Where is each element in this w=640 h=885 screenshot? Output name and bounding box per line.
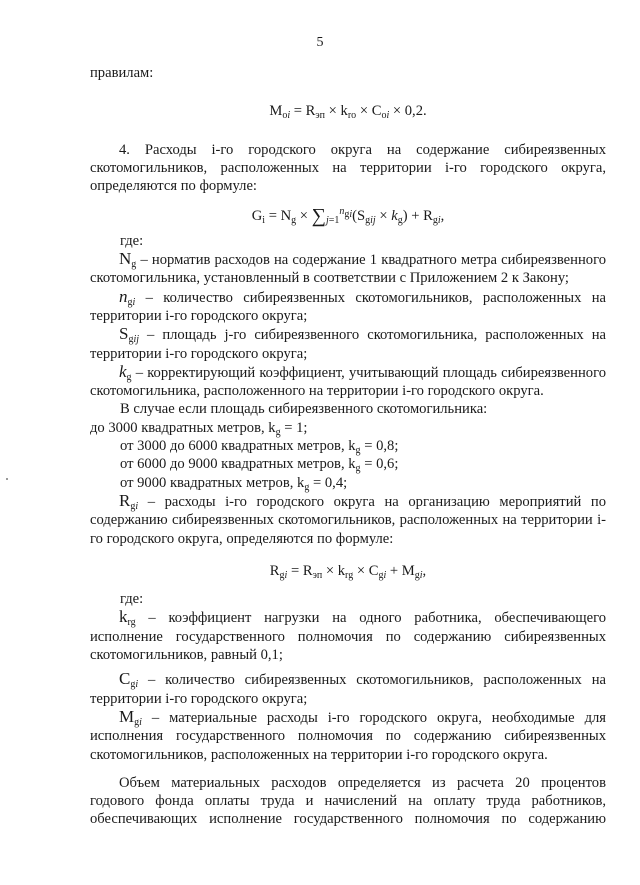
where-label-2: где: [120, 591, 144, 608]
ng-definition: $N_g$ – норматив расходов на содержание 1 квадратного метра сибиреязвенного скотомогильника, установленный в соответствии с Приложением 2 к Закону; [90, 249, 606, 287]
area-case-1-text: до 3000 квадратных метров, k [90, 419, 276, 436]
area-case-3: от 6000 до 9000 квадратных метров, $k_g = 0,6$; [120, 456, 399, 475]
page-number: 5 [316, 35, 324, 50]
paragraph-last: Объем материальных расходов определяется из расчета 20 процентов годового фонда оплаты труда и начислений на оплату труда работников, обеспечивающих исполнение государственного полномочия по содержанию [90, 774, 606, 828]
ngi-definition-text: – количество сибиреязвенных скотомогильников, расположенных на территории i-го городского округа; [90, 289, 606, 324]
area-case-1: до 3000 квадратных метров, $k_g = 1$; [90, 419, 308, 438]
where-label-1: где: [120, 232, 144, 249]
cgi-definition: $C_{gi}$ – количество сибиреязвенных скотомогильников, расположенных на территории i-го городского округа; [90, 669, 606, 707]
margin-mark [6, 478, 8, 480]
area-case-1-value: = 1; [280, 419, 308, 436]
area-case-4-value: = 0,4; [309, 474, 348, 491]
formula-mo: $M_{oi} = R_{эп} \times k_{ro} \times C_{oi} \times 0,2$. [269, 103, 427, 122]
krg-definition: $k_{rg}$ – коэффициент нагрузки на одного работника, обеспечивающего исполнение государственного полномочия по содержанию сибиреязвенных скотомогильников, равный 0,1; [90, 607, 606, 664]
area-case-2-text: от 3000 до 6000 квадратных метров, k [120, 438, 356, 455]
krg-definition-text: – коэффициент нагрузки на одного работника, обеспечивающего исполнение государственного полномочия по содержанию сибиреязвенных скотомогильников, равный 0,1; [90, 610, 606, 664]
sgij-definition-text: – площадь j-го сибиреязвенного скотомогильника, расположенных на территории i-го городского округа; [90, 327, 606, 362]
paragraph-4: 4. Расходы i-го городского округа на содержание сибиреязвенных скотомогильников, расположенных на территории i-го городского округа, определяются по формуле: [90, 141, 606, 195]
rgi-definition-text: – расходы i-го городского округа на организацию мероприятий по содержанию сибиреязвенных скотомогильников, расположенных на территории i-го городского округа, определяются по формуле: [90, 493, 606, 547]
sgij-definition: $S_{gij}$ – площадь j-го сибиреязвенного скотомогильника, расположенных на территории i-го городского округа; [90, 324, 606, 362]
area-case-3-value: = 0,6; [360, 456, 399, 473]
area-case-2: от 3000 до 6000 квадратных метров, $k_g = 0,8$; [120, 438, 399, 457]
mgi-definition: $M_{gi}$ – материальные расходы i-го городского округа, необходимые для исполнения государственного полномочия по содержанию сибиреязвенных скотомогильников, расположенных на территории i-го городского округа. [90, 706, 606, 763]
kg-definition: $k_g$ – корректирующий коэффициент, учитывающий площадь сибиреязвенного скотомогильника, расположенного на территории i-го городского округа. [90, 361, 606, 400]
area-case-2-value: = 0,8; [360, 438, 399, 455]
document-body [90, 64, 606, 829]
intro-line: правилам: [90, 65, 154, 81]
formula-rg: $R_{gi} = R_{эп} \times k_{rg} \times C_{gi} + M_{gi}$, [269, 562, 427, 581]
area-case-4-text: от 9000 квадратных метров, k [120, 474, 305, 491]
area-case-3-text: от 6000 до 9000 квадратных метров, k [120, 456, 356, 473]
area-intro: В случае если площадь сибиреязвенного скотомогильника: [120, 401, 488, 418]
rgi-definition: $R_{gi}$ – расходы i-го городского округа на организацию мероприятий по содержанию сибиреязвенных скотомогильников, расположенных на территории i-го городского округа, определяются по формуле: [90, 490, 606, 547]
ng-definition-text: – норматив расходов на содержание 1 квадратного метра сибиреязвенного скотомогильника, установленный в соответствии с Приложением 2 к Закону; [90, 252, 606, 287]
mgi-definition-text: – материальные расходы i-го городского округа, необходимые для исполнения государственного полномочия по содержанию сибиреязвенных скотомогильников, расположенных на территории i-го городского округа. [90, 709, 606, 763]
kg-definition-text: – корректирующий коэффициент, учитывающий площадь сибиреязвенного скотомогильника, расположенного на территории i-го городского округа. [90, 364, 606, 400]
cgi-definition-text: – количество сибиреязвенных скотомогильников, расположенных на территории i-го городского округа; [90, 672, 606, 707]
formula-g: $G_i = N_g \times \sum_{j=1}^{n_{gi}}(S_{gij} \times k_g) + R_{gi}$, [251, 205, 445, 228]
area-case-4: от 9000 квадратных метров, $k_g = 0,4$; [120, 474, 348, 493]
ngi-definition: $n_{gi}$ – количество сибиреязвенных скотомогильников, расположенных на территории i-го городского округа; [90, 286, 606, 324]
